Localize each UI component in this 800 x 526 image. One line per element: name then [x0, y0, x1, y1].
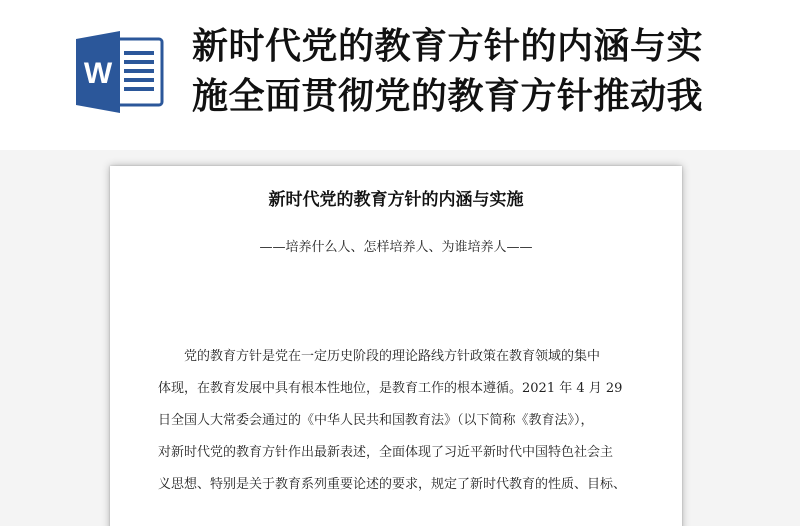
body-line: 义思想、特别是关于教育系列重要论述的要求，规定了新时代教育的性质、目标、 [158, 477, 627, 492]
document-page [110, 166, 682, 526]
body-line: 体现，在教育发展中具有根本性地位，是教育工作的根本遵循。2021 年 4 月 29 [158, 381, 623, 396]
word-logo-letter: W [83, 57, 113, 90]
header-title-line-2: 施全面贯彻党的教育方针推动我 [192, 76, 704, 117]
body-line: 日全国人大常委会通过的《中华人民共和国教育法》（以下简称《教育法》）， [158, 413, 594, 428]
header-title-line-1: 新时代党的教育方针的内涵与实 [192, 26, 704, 67]
document-title: 新时代党的教育方针的内涵与实施 [268, 190, 524, 210]
document-subtitle: ——培养什么人、怎样培养人、为谁培养人—— [259, 240, 533, 255]
body-line: 党的教育方针是党在一定历史阶段的理论路线方针政策在教育领域的集中 [184, 349, 601, 364]
body-line: 对新时代党的教育方针作出最新表述，全面体现了习近平新时代中国特色社会主 [158, 445, 614, 460]
header-title [192, 22, 752, 122]
word-document-icon [76, 31, 164, 113]
document-body [158, 341, 642, 501]
page-header [0, 0, 800, 150]
